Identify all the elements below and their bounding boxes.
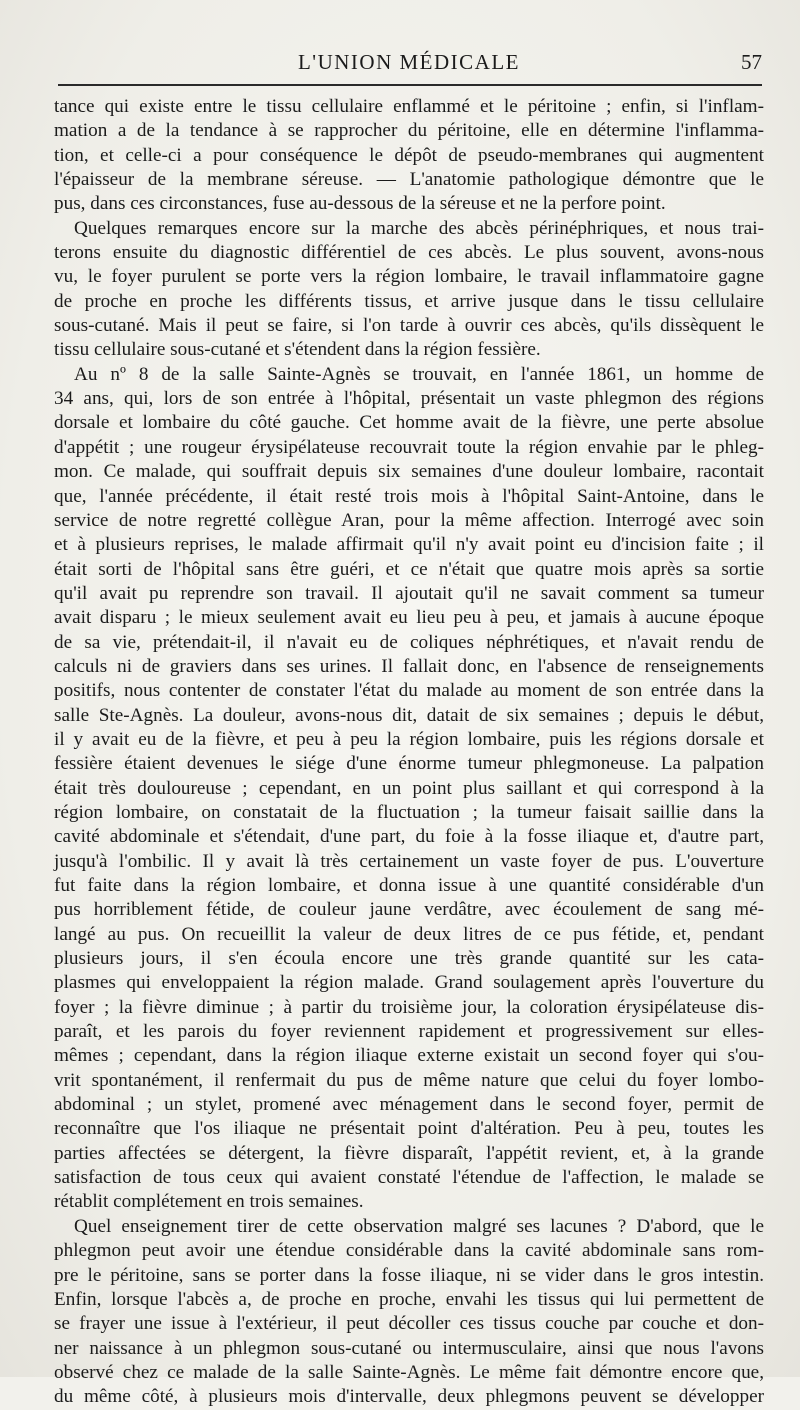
text-line: il y avait eu de la fièvre, et peu à peu la région lombaire, puis les régions dorsale et	[54, 728, 764, 750]
text-line: salle Ste-Agnès. La douleur, avons-nous dit, datait de six semaines ; depuis le début,	[54, 704, 764, 726]
text-line: se frayer une issue à l'extérieur, il peut décoller ces tissus couche par couche et don-	[54, 1313, 764, 1335]
text-line: mêmes ; cependant, dans la région iliaque externe existait un second foyer qui s'ou-	[54, 1045, 764, 1067]
text-line: abdominal ; un stylet, promené avec ménagement dans le second foyer, permit de	[54, 1094, 764, 1116]
text-line: phlegmon peut avoir une étendue considérable dans la cavité abdominale sans rom-	[54, 1240, 764, 1262]
text-line: rétablit complétement en trois semaines.	[54, 1191, 364, 1213]
text-line: jusqu'à l'ombilic. Il y avait là très certainement un vaste foyer de pus. L'ouverture	[54, 850, 764, 872]
text-line: mon. Ce malade, qui souffrait depuis six semaines d'une douleur lombaire, racontait	[54, 461, 764, 483]
text-line: positifs, nous contenter de constater l'état du malade au moment de son entrée dans la	[54, 680, 764, 702]
text-line: foyer ; la fièvre diminue ; à partir du troisième jour, la coloration érysipélateuse dis-	[54, 996, 764, 1018]
text-line: dorsale et lombaire du côté gauche. Cet homme avait de la fièvre, une perte absolue	[54, 412, 764, 434]
text-line: pre le péritoine, sans se porter dans la fosse iliaque, ni se vider dans le gros intestin.	[54, 1264, 764, 1286]
text-line: langé au pus. On recueillit la valeur de deux litres de ce pus fétide, et, pendant	[54, 923, 764, 945]
text-line: de proche en proche les différents tissus, et arrive jusque dans le tissu cellulaire	[54, 290, 764, 312]
text-line: pus horriblement fétide, de couleur jaune verdâtre, avec écoulement de sang mé-	[54, 899, 764, 921]
text-line: vrit spontanément, il renfermait du pus de même nature que celui du foyer lombo-	[54, 1069, 764, 1091]
text-line: l'épaisseur de la membrane séreuse. — L'anatomie pathologique démontre que le	[54, 169, 764, 191]
text-line: pus, dans ces circonstances, fuse au-dessous de la séreuse et ne la perfore point.	[54, 193, 666, 215]
text-line: Au nº 8 de la salle Sainte-Agnès se trouvait, en l'année 1861, un homme de	[74, 363, 764, 385]
text-line: plusieurs jours, il s'en écoula encore une très grande quantité sur les cata-	[54, 948, 764, 970]
text-line: tance qui existe entre le tissu cellulaire enflammé et le péritoine ; enfin, si l'inflam-	[54, 96, 764, 117]
text-line: qu'il avait pu reprendre son travail. Il ajoutait qu'il ne savait comment sa tumeur	[54, 582, 764, 604]
text-line: tissu cellulaire sous-cutané et s'étendent dans la région fessière.	[54, 339, 541, 361]
text-line: mation a de la tendance à se rapprocher du péritoine, elle en détermine l'inflamma-	[54, 120, 764, 142]
text-line: tion, et celle-ci a pour conséquence le dépôt de pseudo-membranes qui augmentent	[54, 144, 764, 166]
text-line: de sa vie, prétendait-il, il n'avait eu de coliques néphrétiques, et n'avait rendu de	[54, 631, 764, 653]
text-line: plasmes qui enveloppaient la région malade. Grand soulagement après l'ouverture du	[54, 972, 764, 994]
running-head	[54, 50, 764, 80]
text-line: région lombaire, on constatait de la fluctuation ; la tumeur faisait saillie dans la	[54, 801, 764, 823]
text-line: ner naissance à un phlegmon sous-cutané ou intermusculaire, ainsi que nous l'avons	[54, 1337, 764, 1359]
text-line: cavité abdominale et s'étendait, d'une part, du foie à la fosse iliaque et, d'autre part,	[54, 826, 764, 848]
text-line: service de notre regretté collègue Aran, pour la même affection. Interrogé avec soin	[54, 509, 764, 531]
text-line: paraît, et les parois du foyer reviennent rapidement et progressivement sur elles-	[54, 1021, 764, 1043]
text-line: du même côté, à plusieurs mois d'intervalle, deux phlegmons peuvent se développer	[54, 1386, 764, 1408]
text-line: était sorti de l'hôpital sans être guéri, et ce n'était que quatre mois après sa sortie	[54, 558, 764, 580]
text-line: était très douloureuse ; cependant, en un point plus saillant et qui correspond à la	[54, 777, 764, 799]
journal-title: L'UNION MÉDICALE	[297, 50, 520, 74]
text-line: vu, le foyer purulent se porte vers la région lombaire, le travail inflammatoire gagne	[54, 266, 764, 288]
text-line: satisfaction de tous ceux qui avaient constaté l'étendue de l'affection, le malade se	[54, 1167, 764, 1189]
body-text	[54, 95, 764, 1410]
text-line: avait disparu ; le mieux seulement avait eu lieu peu à peu, et jamais à aucune époque	[54, 607, 764, 629]
text-line: terons ensuite du diagnostic différentiel de ces abcès. Le plus souvent, avons-nous	[54, 242, 764, 264]
text-line: que, l'année précédente, il était resté trois mois à l'hôpital Saint-Antoine, dans le	[54, 485, 764, 507]
header-rule	[58, 84, 762, 86]
text-line: d'appétit ; une rougeur érysipélateuse recouvrait toute la région envahie par le phleg-	[54, 436, 764, 458]
text-line: et à plusieurs reprises, le malade affirmait qu'il n'y avait point eu d'incision faite ; il	[54, 534, 764, 556]
text-line: fessière étaient devenues le siége d'une énorme tumeur phlegmoneuse. La palpation	[54, 753, 764, 775]
text-line: Quelques remarques encore sur la marche des abcès périnéphriques, et nous trai-	[74, 217, 764, 239]
text-line: Enfin, lorsque l'abcès a, de proche en proche, envahi les tissus qui lui permettent de	[54, 1288, 764, 1310]
text-line: reconnaître que l'os iliaque ne présentait point d'altération. Peu à peu, toutes les	[54, 1118, 764, 1140]
text-line: 34 ans, qui, lors de son entrée à l'hôpital, présentait un vaste phlegmon des régions	[54, 388, 764, 410]
page-number: 57	[741, 50, 762, 74]
text-line: fut faite dans la région lombaire, et donna issue à une quantité considérable d'un	[54, 875, 764, 896]
text-line: calculs ni de graviers dans ses urines. Il fallait donc, en l'absence de renseignements	[54, 655, 764, 677]
text-line: parties affectées se détergent, la fièvre disparaît, l'appétit revient, et, à la grande	[54, 1142, 764, 1164]
text-line: observé chez ce malade de la salle Sainte-Agnès. Le même fait démontre encore que,	[54, 1361, 764, 1383]
text-line: sous-cutané. Mais il peut se faire, si l'on tarde à ouvrir ces abcès, qu'ils dissèquent le	[54, 315, 764, 337]
text-line: Quel enseignement tirer de cette observation malgré ses lacunes ? D'abord, que le	[74, 1215, 764, 1237]
